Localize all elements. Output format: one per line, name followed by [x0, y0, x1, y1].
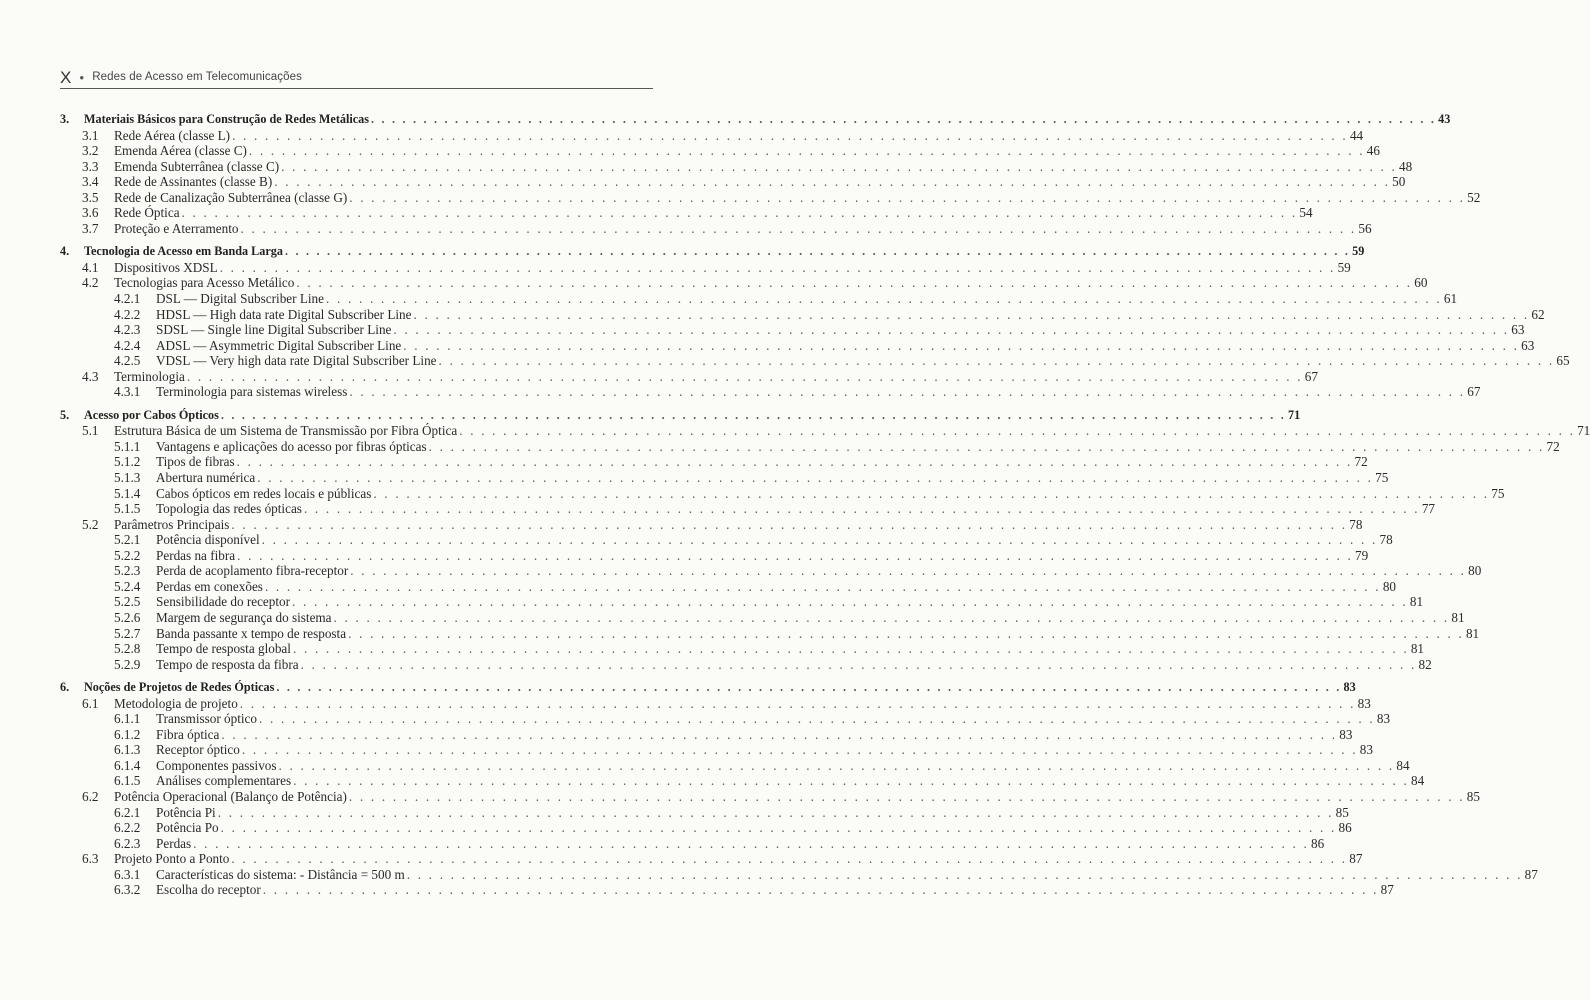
- toc-dot-leader: [349, 384, 1465, 400]
- toc-subsection-entry: [60, 711, 1391, 727]
- toc-entry-page: 85: [1335, 804, 1349, 820]
- toc-dot-leader: [263, 882, 1379, 898]
- toc-entry-page: 85: [1466, 788, 1480, 804]
- toc-dot-leader: [349, 190, 1465, 206]
- toc-entry-title: Tipos de fibras: [156, 454, 235, 470]
- toc-dot-leader: [429, 439, 1545, 455]
- toc-dot-leader: [439, 353, 1555, 369]
- toc-entry-page: 71: [1577, 423, 1590, 439]
- toc-entry-title: Proteção e Aterramento: [114, 220, 239, 236]
- toc-entry-number: 3.3: [82, 158, 99, 174]
- toc-dot-leader: [403, 338, 1519, 354]
- running-header: [60, 66, 653, 89]
- toc-entry-number: 5.1.2: [114, 454, 141, 470]
- toc-entry-title: Sensibilidade do receptor: [156, 594, 291, 610]
- toc-subsection-entry: [60, 353, 1570, 369]
- toc-entry-page: 83: [1357, 695, 1371, 711]
- toc-entry-page: 60: [1414, 275, 1428, 291]
- toc-entry-number: 6.2.1: [114, 804, 141, 820]
- toc-entry-number: 6.2.3: [114, 835, 141, 851]
- toc-dot-leader: [249, 143, 1365, 159]
- toc-dot-leader: [281, 159, 1397, 175]
- toc-entry-page: 87: [1349, 851, 1363, 867]
- toc-chapter: [60, 244, 1570, 400]
- toc-entry-page: 75: [1491, 485, 1505, 501]
- toc-entry-page: 81: [1451, 609, 1465, 625]
- toc-entry-page: 86: [1311, 835, 1325, 851]
- toc-entry-page: 75: [1375, 470, 1389, 486]
- toc-entry-page: 81: [1410, 641, 1425, 657]
- toc-dot-leader: [220, 260, 1336, 276]
- toc-entry-title: Rede de Assinantes (classe B): [114, 174, 273, 190]
- toc-entry-number: 6.3: [82, 851, 99, 867]
- toc-entry-number: 5.: [60, 407, 70, 422]
- toc-entry-page: 83: [1376, 711, 1391, 727]
- toc-entry-number: 3.7: [82, 220, 99, 236]
- toc-chapter: [60, 407, 1590, 672]
- toc-entry-number: 3.2: [82, 143, 99, 159]
- toc-dot-leader: [371, 112, 1436, 128]
- toc-subsection-entry: [60, 547, 1369, 564]
- toc-entry-title: Perda de acoplamento fibra-receptor: [156, 563, 349, 579]
- toc-entry-title: Abertura numérica: [156, 470, 256, 486]
- toc-subsection-entry: [60, 384, 1481, 400]
- toc-entry-title: Materiais Básicos para Construção de Redes Metálicas: [84, 112, 370, 126]
- toc-dot-leader: [334, 610, 1450, 626]
- toc-section-entry: [60, 259, 1351, 276]
- toc-entry-number: 6.1.4: [114, 757, 141, 773]
- toc-entry-page: 67: [1304, 368, 1318, 384]
- toc-section-entry: [60, 174, 1406, 190]
- toc-entry-number: 6.2: [82, 788, 99, 804]
- toc-dot-leader: [407, 867, 1523, 883]
- toc-section-entry: [60, 516, 1363, 533]
- toc-subsection-entry: [60, 757, 1410, 774]
- toc-entry-page: 67: [1467, 384, 1481, 400]
- toc-entry-number: 4.2.2: [114, 306, 141, 322]
- toc-entry-title: Fibra óptica: [156, 726, 220, 742]
- toc-dot-leader: [293, 773, 1409, 789]
- toc-entry-page: 59: [1352, 244, 1365, 259]
- toc-entry-number: 4.2: [82, 275, 99, 291]
- toc-subsection-entry: [60, 337, 1535, 354]
- toc-entry-title: Receptor óptico: [156, 742, 240, 758]
- toc-dot-leader: [193, 836, 1309, 852]
- toc-entry-page: 80: [1468, 563, 1482, 579]
- toc-entry-title: Projeto Ponto a Ponto: [114, 851, 230, 867]
- toc-subsection-entry: [60, 485, 1505, 502]
- toc-entry-number: 4.3: [82, 368, 99, 384]
- page-number: X: [60, 67, 72, 87]
- toc-entry-number: 6.1.2: [114, 726, 141, 742]
- toc-entry-number: 5.1.1: [114, 438, 141, 454]
- toc-entry-title: Margem de segurança do sistema: [156, 609, 332, 625]
- toc-entry-number: 5.2.4: [114, 578, 141, 594]
- toc-entry-title: ADSL — Asymmetric Digital Subscriber Line: [156, 337, 402, 353]
- toc-dot-leader: [218, 805, 1334, 821]
- toc-entry-page: 81: [1409, 594, 1424, 610]
- toc-entry-number: 5.2.3: [114, 563, 141, 579]
- toc-section-entry: [60, 368, 1318, 385]
- toc-dot-leader: [265, 579, 1381, 595]
- toc-entry-title: Rede Aérea (classe L): [114, 127, 231, 143]
- toc-subsection-entry: [60, 322, 1525, 338]
- toc-entry-page: 79: [1354, 547, 1369, 563]
- toc-subsection-entry: [60, 470, 1389, 486]
- toc-section-entry: [60, 205, 1313, 221]
- toc-entry-number: 6.: [60, 680, 70, 695]
- toc-dot-leader: [292, 594, 1408, 610]
- toc-subsection-entry: [60, 866, 1538, 883]
- toc-chapter: [60, 680, 1538, 898]
- toc-dot-leader: [296, 275, 1412, 291]
- toc-dot-leader: [221, 408, 1286, 424]
- bullet-icon: ●: [79, 72, 85, 82]
- toc-entry-title: Metodologia de projeto: [114, 695, 238, 711]
- toc-entry-page: 50: [1392, 174, 1406, 190]
- toc-entry-title: Tempo de resposta da fibra: [156, 656, 299, 672]
- toc-entry-title: Escolha do receptor: [156, 882, 261, 898]
- toc-entry-number: 6.1.3: [114, 742, 141, 758]
- toc-section-entry: [60, 851, 1363, 867]
- toc-entry-title: Terminologia: [114, 368, 185, 384]
- toc-subsection-entry: [60, 306, 1545, 323]
- toc-entry-number: 6.3.2: [114, 882, 141, 898]
- toc-entry-page: 83: [1343, 680, 1356, 695]
- toc-entry-page: 63: [1511, 322, 1525, 338]
- toc-dot-leader: [232, 128, 1348, 144]
- toc-entry-title: Potência Operacional (Balanço de Potência): [114, 788, 347, 804]
- toc-entry-title: Tecnologias para Acesso Metálico: [114, 275, 295, 291]
- toc-dot-leader: [182, 205, 1298, 221]
- toc-entry-title: Estrutura Básica de um Sistema de Transmissão por Fibra Óptica: [114, 423, 458, 439]
- toc-entry-page: 80: [1382, 578, 1396, 594]
- toc-entry-title: Vantagens e aplicações do acesso por fibras ópticas: [156, 438, 427, 454]
- toc-subsection-entry: [60, 563, 1482, 579]
- toc-entry-title: Tecnologia de Acesso em Banda Larga: [84, 244, 283, 259]
- toc-section-entry: [60, 158, 1413, 175]
- toc-dot-leader: [274, 174, 1390, 190]
- toc-chapter: [60, 112, 1481, 236]
- toc-entry-number: 3.5: [82, 189, 99, 205]
- toc-subsection-entry: [60, 820, 1352, 836]
- toc-entry-number: 3.1: [82, 127, 99, 143]
- toc-entry-number: 4.1: [82, 259, 99, 275]
- toc-chapter-entry: [60, 407, 1301, 424]
- toc-entry-number: 5.2.2: [114, 547, 141, 563]
- toc-dot-leader: [221, 727, 1337, 743]
- toc-entry-title: Noções de Projetos de Redes Ópticas: [84, 680, 275, 695]
- toc-dot-leader: [231, 851, 1347, 867]
- toc-dot-leader: [259, 711, 1375, 727]
- toc-entry-number: 4.: [60, 244, 70, 259]
- toc-entry-number: 4.3.1: [114, 384, 141, 400]
- toc-chapter-entry: [60, 112, 1451, 128]
- toc-dot-leader: [279, 758, 1395, 774]
- toc-entry-page: 52: [1467, 189, 1481, 205]
- toc-dot-leader: [348, 626, 1464, 642]
- toc-entry-page: 86: [1338, 820, 1352, 836]
- toc-entry-title: DSL — Digital Subscriber Line: [156, 291, 324, 307]
- toc-entry-title: Emenda Aérea (classe C): [114, 143, 247, 159]
- toc-entry-number: 3.4: [82, 174, 99, 190]
- toc-entry-title: Potência Pi: [156, 804, 216, 820]
- toc-entry-title: Tempo de resposta global: [156, 641, 291, 657]
- toc-subsection-entry: [60, 578, 1396, 595]
- toc-dot-leader: [241, 221, 1357, 237]
- toc-entry-page: 87: [1380, 882, 1394, 898]
- toc-section-entry: [60, 275, 1428, 291]
- toc-section-entry: [60, 143, 1380, 159]
- toc-entry-title: Componentes passivos: [156, 757, 277, 773]
- toc-subsection-entry: [60, 291, 1458, 307]
- toc-entry-number: 5.2.1: [114, 532, 141, 548]
- toc-dot-leader: [285, 244, 1350, 260]
- toc-dot-leader: [293, 641, 1409, 657]
- toc-entry-page: 87: [1524, 866, 1538, 882]
- toc-entry-number: 5.2.7: [114, 625, 141, 641]
- toc-entry-title: Banda passante x tempo de resposta: [156, 625, 347, 641]
- toc-entry-page: 59: [1337, 259, 1351, 275]
- toc-entry-title: Emenda Subterrânea (classe C): [114, 158, 280, 174]
- toc-entry-page: 83: [1339, 726, 1353, 742]
- toc-entry-page: 62: [1531, 306, 1545, 322]
- toc-entry-number: 5.2: [82, 516, 99, 532]
- toc-entry-number: 6.3.1: [114, 866, 141, 882]
- toc-chapter-entry: [60, 680, 1356, 696]
- toc-subsection-entry: [60, 641, 1425, 657]
- toc-entry-page: 71: [1288, 407, 1301, 422]
- toc-dot-leader: [237, 548, 1353, 564]
- toc-subsection-entry: [60, 742, 1373, 758]
- toc-entry-number: 6.2.2: [114, 820, 141, 836]
- toc-entry-page: 78: [1379, 532, 1393, 548]
- toc-entry-page: 44: [1349, 127, 1364, 143]
- toc-dot-leader: [262, 532, 1378, 548]
- toc-section-entry: [60, 189, 1481, 206]
- toc-section-entry: [60, 127, 1364, 144]
- toc-dot-leader: [301, 657, 1417, 673]
- toc-entry-page: 72: [1354, 454, 1368, 470]
- toc-dot-leader: [221, 820, 1337, 836]
- toc-subsection-entry: [60, 532, 1393, 548]
- toc-entry-page: 46: [1366, 143, 1380, 159]
- toc-subsection-entry: [60, 882, 1394, 898]
- toc-entry-page: 82: [1418, 656, 1432, 672]
- toc-subsection-entry: [60, 726, 1353, 743]
- toc-section-entry: [60, 695, 1371, 712]
- toc-entry-page: 77: [1421, 501, 1435, 517]
- toc-entry-title: Rede de Canalização Subterrânea (classe G): [114, 189, 348, 205]
- toc-subsection-entry: [60, 804, 1349, 821]
- toc-entry-number: 3.6: [82, 205, 99, 221]
- toc-entry-title: Potência Po: [156, 820, 219, 836]
- toc-entry-page: 84: [1411, 773, 1425, 789]
- toc-dot-leader: [237, 454, 1353, 470]
- toc-entry-number: 5.1: [82, 423, 99, 439]
- toc-entry-title: Perdas na fibra: [156, 547, 236, 563]
- toc-dot-leader: [350, 563, 1466, 579]
- toc-entry-page: 61: [1443, 291, 1458, 307]
- toc-dot-leader: [459, 423, 1575, 439]
- toc-dot-leader: [393, 322, 1509, 338]
- toc-entry-title: Transmissor óptico: [156, 711, 257, 727]
- toc-entry-number: 5.1.3: [114, 470, 141, 486]
- toc-subsection-entry: [60, 609, 1465, 626]
- toc-entry-title: Perdas: [156, 835, 192, 851]
- table-of-contents: [60, 112, 1590, 906]
- toc-entry-title: SDSL — Single line Digital Subscriber Line: [156, 322, 392, 338]
- toc-dot-leader: [326, 291, 1442, 307]
- book-title: Redes de Acesso em Telecomunicações: [92, 71, 302, 83]
- toc-subsection-entry: [60, 625, 1480, 642]
- toc-entry-number: 4.2.1: [114, 291, 141, 307]
- toc-subsection-entry: [60, 594, 1424, 610]
- toc-subsection-entry: [60, 773, 1425, 789]
- toc-entry-title: Características do sistema: - Distância = 500 m: [156, 866, 405, 882]
- toc-entry-page: 56: [1358, 220, 1372, 236]
- toc-section-entry: [60, 788, 1480, 805]
- toc-entry-number: 4.2.4: [114, 337, 141, 353]
- toc-subsection-entry: [60, 454, 1368, 470]
- toc-entry-title: Parâmetros Principais: [114, 516, 230, 532]
- toc-entry-number: 6.1.5: [114, 773, 141, 789]
- toc-entry-number: 6.1: [82, 695, 99, 711]
- toc-subsection-entry: [60, 835, 1325, 852]
- toc-section-entry: [60, 423, 1590, 439]
- toc-entry-page: 63: [1521, 337, 1535, 353]
- toc-entry-page: 72: [1546, 438, 1560, 454]
- toc-entry-number: 4.2.3: [114, 322, 141, 338]
- toc-dot-leader: [187, 369, 1303, 385]
- toc-dot-leader: [257, 470, 1373, 486]
- toc-entry-title: Terminologia para sistemas wireless: [156, 384, 348, 400]
- toc-dot-leader: [373, 486, 1489, 502]
- toc-entry-number: 5.2.5: [114, 594, 141, 610]
- toc-entry-title: Acesso por Cabos Ópticos: [84, 407, 219, 422]
- toc-subsection-entry: [60, 501, 1435, 517]
- toc-entry-title: VDSL — Very high data rate Digital Subscriber Line: [156, 353, 437, 369]
- toc-entry-title: Topologia das redes ópticas: [156, 501, 302, 517]
- toc-chapter-entry: [60, 244, 1365, 260]
- toc-dot-leader: [231, 517, 1347, 533]
- toc-entry-page: 83: [1359, 742, 1373, 758]
- toc-entry-title: Análises complementares: [156, 773, 292, 789]
- toc-entry-title: Rede Óptica: [114, 205, 180, 221]
- toc-entry-number: 3.: [60, 112, 70, 126]
- toc-entry-title: Perdas em conexões: [156, 578, 263, 594]
- toc-entry-page: 65: [1556, 353, 1570, 369]
- toc-entry-number: 6.1.1: [114, 711, 141, 727]
- toc-entry-number: 5.2.9: [114, 656, 141, 672]
- toc-entry-number: 5.1.4: [114, 485, 141, 501]
- toc-section-entry: [60, 220, 1372, 237]
- toc-subsection-entry: [60, 438, 1560, 455]
- toc-entry-title: Cabos ópticos em redes locais e públicas: [156, 485, 372, 501]
- toc-dot-leader: [349, 789, 1465, 805]
- toc-dot-leader: [276, 680, 1341, 696]
- toc-entry-page: 43: [1438, 112, 1451, 126]
- toc-entry-page: 48: [1399, 158, 1413, 174]
- toc-dot-leader: [242, 742, 1358, 758]
- toc-entry-title: HDSL — High data rate Digital Subscriber Line: [156, 306, 412, 322]
- toc-entry-number: 5.1.5: [114, 501, 141, 517]
- toc-entry-number: 4.2.5: [114, 353, 141, 369]
- toc-entry-number: 5.2.6: [114, 609, 141, 625]
- toc-entry-page: 81: [1465, 625, 1480, 641]
- toc-subsection-entry: [60, 656, 1432, 673]
- toc-entry-page: 54: [1299, 205, 1313, 221]
- toc-dot-leader: [240, 696, 1356, 712]
- toc-dot-leader: [414, 307, 1530, 323]
- toc-entry-title: Dispositivos XDSL: [114, 259, 218, 275]
- toc-entry-page: 84: [1396, 757, 1410, 773]
- toc-entry-title: Potência disponível: [156, 532, 260, 548]
- toc-dot-leader: [304, 501, 1420, 517]
- toc-entry-page: 78: [1349, 516, 1363, 532]
- toc-entry-number: 5.2.8: [114, 641, 141, 657]
